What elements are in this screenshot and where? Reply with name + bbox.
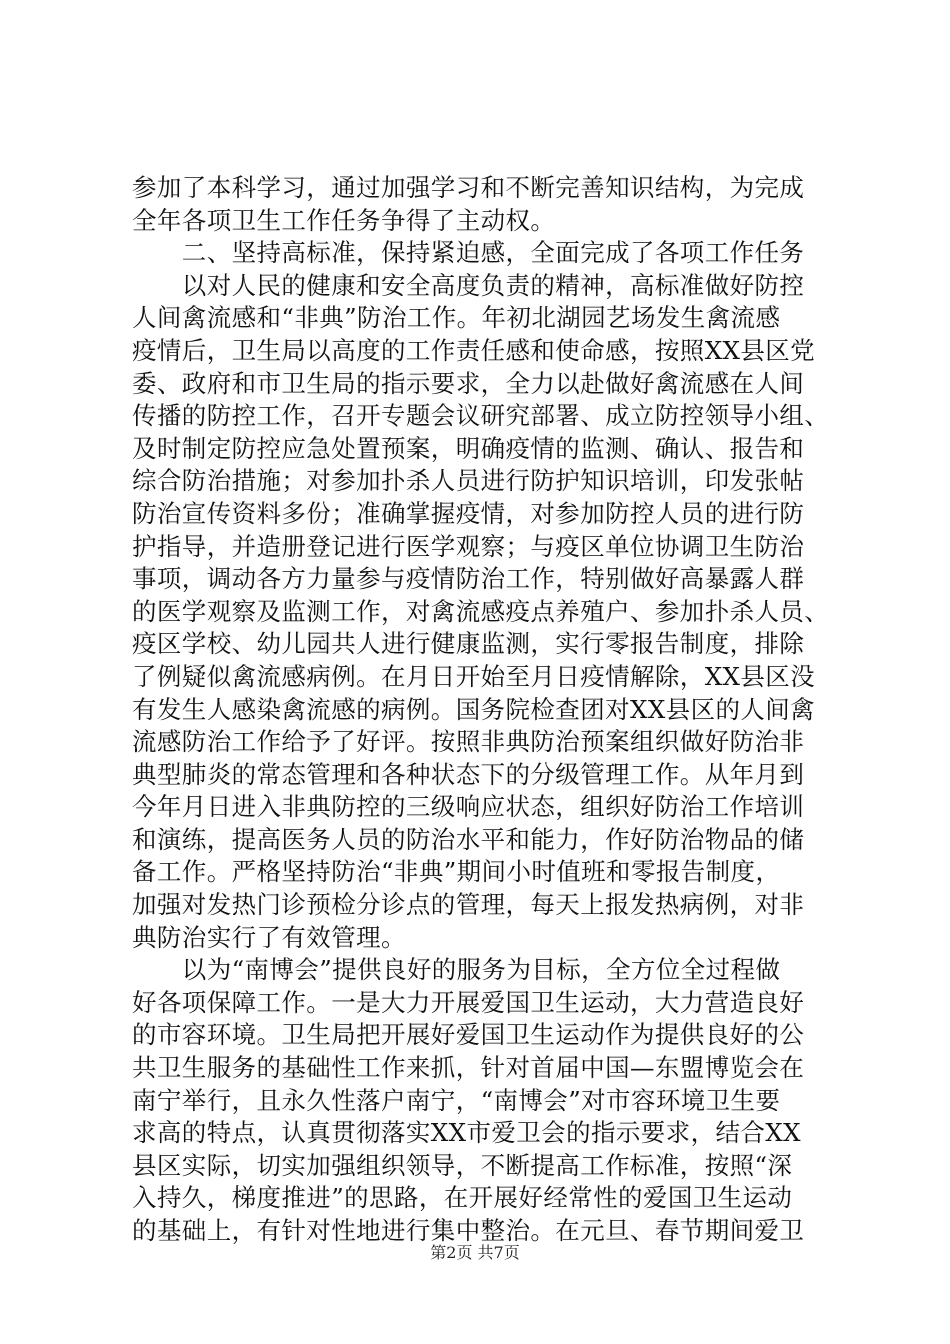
text-line: 流感防治工作给予了好评。按照非典防治预案组织做好防治非 [132, 727, 805, 757]
text-line: 加强对发热门诊预检分诊点的管理，每天上报发热病例，对非 [132, 890, 805, 920]
text-line: 二、坚持高标准，保持紧迫感，全面完成了各项工作任务 [132, 238, 805, 268]
text-line: 入持久，梯度推进”的思路，在开展好经常性的爱国卫生运动 [132, 1183, 793, 1213]
text-line: 防治宣传资料多份；准确掌握疫情，对参加防控人员的进行防 [132, 498, 805, 528]
text-line: 典型肺炎的常态管理和各种状态下的分级管理工作。从年月到 [132, 759, 805, 789]
document-body [132, 172, 832, 1248]
text-line: 典防治实行了有效管理。 [132, 922, 406, 952]
text-line: 的市容环境。卫生局把开展好爱国卫生运动作为提供良好的公 [132, 1020, 805, 1050]
text-line: 的基础上，有针对性地进行集中整治。在元旦、春节期间爱卫 [132, 1216, 805, 1245]
text-line: 疫情后，卫生局以高度的工作责任感和使命感，按照XX县区党 [132, 335, 816, 365]
text-line: 以对人民的健康和安全高度负责的精神，高标准做好防控 [132, 270, 805, 300]
text-line: 和演练，提高医务人员的防治水平和能力，作好防治物品的储 [132, 824, 805, 854]
text-line: 南宁举行，且永久性落户南宁，“南博会”对市容环境卫生要 [132, 1085, 781, 1115]
text-line: 了例疑似禽流感病例。在月日开始至月日疫情解除，XX县区没 [132, 661, 816, 691]
text-line: 及时制定防控应急处置预案，明确疫情的监测、确认、报告和 [132, 433, 805, 463]
text-line: 今年月日进入非典防控的三级响应状态，组织好防治工作培训 [132, 792, 805, 822]
text-line: 综合防治措施；对参加扑杀人员进行防护知识培训，印发张帖 [132, 466, 805, 496]
text-line: 全年各项卫生工作任务争得了主动权。 [132, 205, 556, 235]
text-line: 以为“南博会”提供良好的服务为目标，全方位全过程做 [132, 955, 781, 985]
text-line: 委、政府和市卫生局的指示要求，全力以赴做好禽流感在人间 [132, 368, 805, 398]
text-line: 县区实际，切实加强组织领导，不断提高工作标准，按照“深 [132, 1150, 793, 1180]
text-line: 有发生人感染禽流感的病例。国务院检查团对XX县区的人间禽 [132, 694, 816, 724]
text-line: 共卫生服务的基础性工作来抓，针对首届中国—东盟博览会在 [132, 1053, 805, 1083]
text-line: 人间禽流感和“非典”防治工作。年初北湖园艺场发生禽流感 [132, 303, 781, 333]
text-line: 事项，调动各方力量参与疫情防治工作，特别做好高暴露人群 [132, 564, 805, 594]
text-line: 好各项保障工作。一是大力开展爱国卫生运动，大力营造良好 [132, 987, 805, 1017]
text-line: 备工作。严格坚持防治“非典”期间小时值班和零报告制度， [132, 857, 781, 887]
text-line: 的医学观察及监测工作，对禽流感疫点养殖户、参加扑杀人员、 [132, 596, 830, 626]
text-line: 参加了本科学习，通过加强学习和不断完善知识结构，为完成 [132, 173, 805, 202]
text-line: 护指导，并造册登记进行医学观察；与疫区单位协调卫生防治 [132, 531, 805, 561]
text-line: 求高的特点，认真贯彻落实XX市爱卫会的指示要求，结合XX [132, 1118, 801, 1148]
page-footer: 第2页 共7页 [430, 1243, 520, 1262]
text-line: 疫区学校、幼儿园共人进行健康监测，实行零报告制度，排除 [132, 629, 805, 659]
text-line: 传播的防控工作，召开专题会议研究部署、成立防控领导小组、 [132, 401, 830, 431]
